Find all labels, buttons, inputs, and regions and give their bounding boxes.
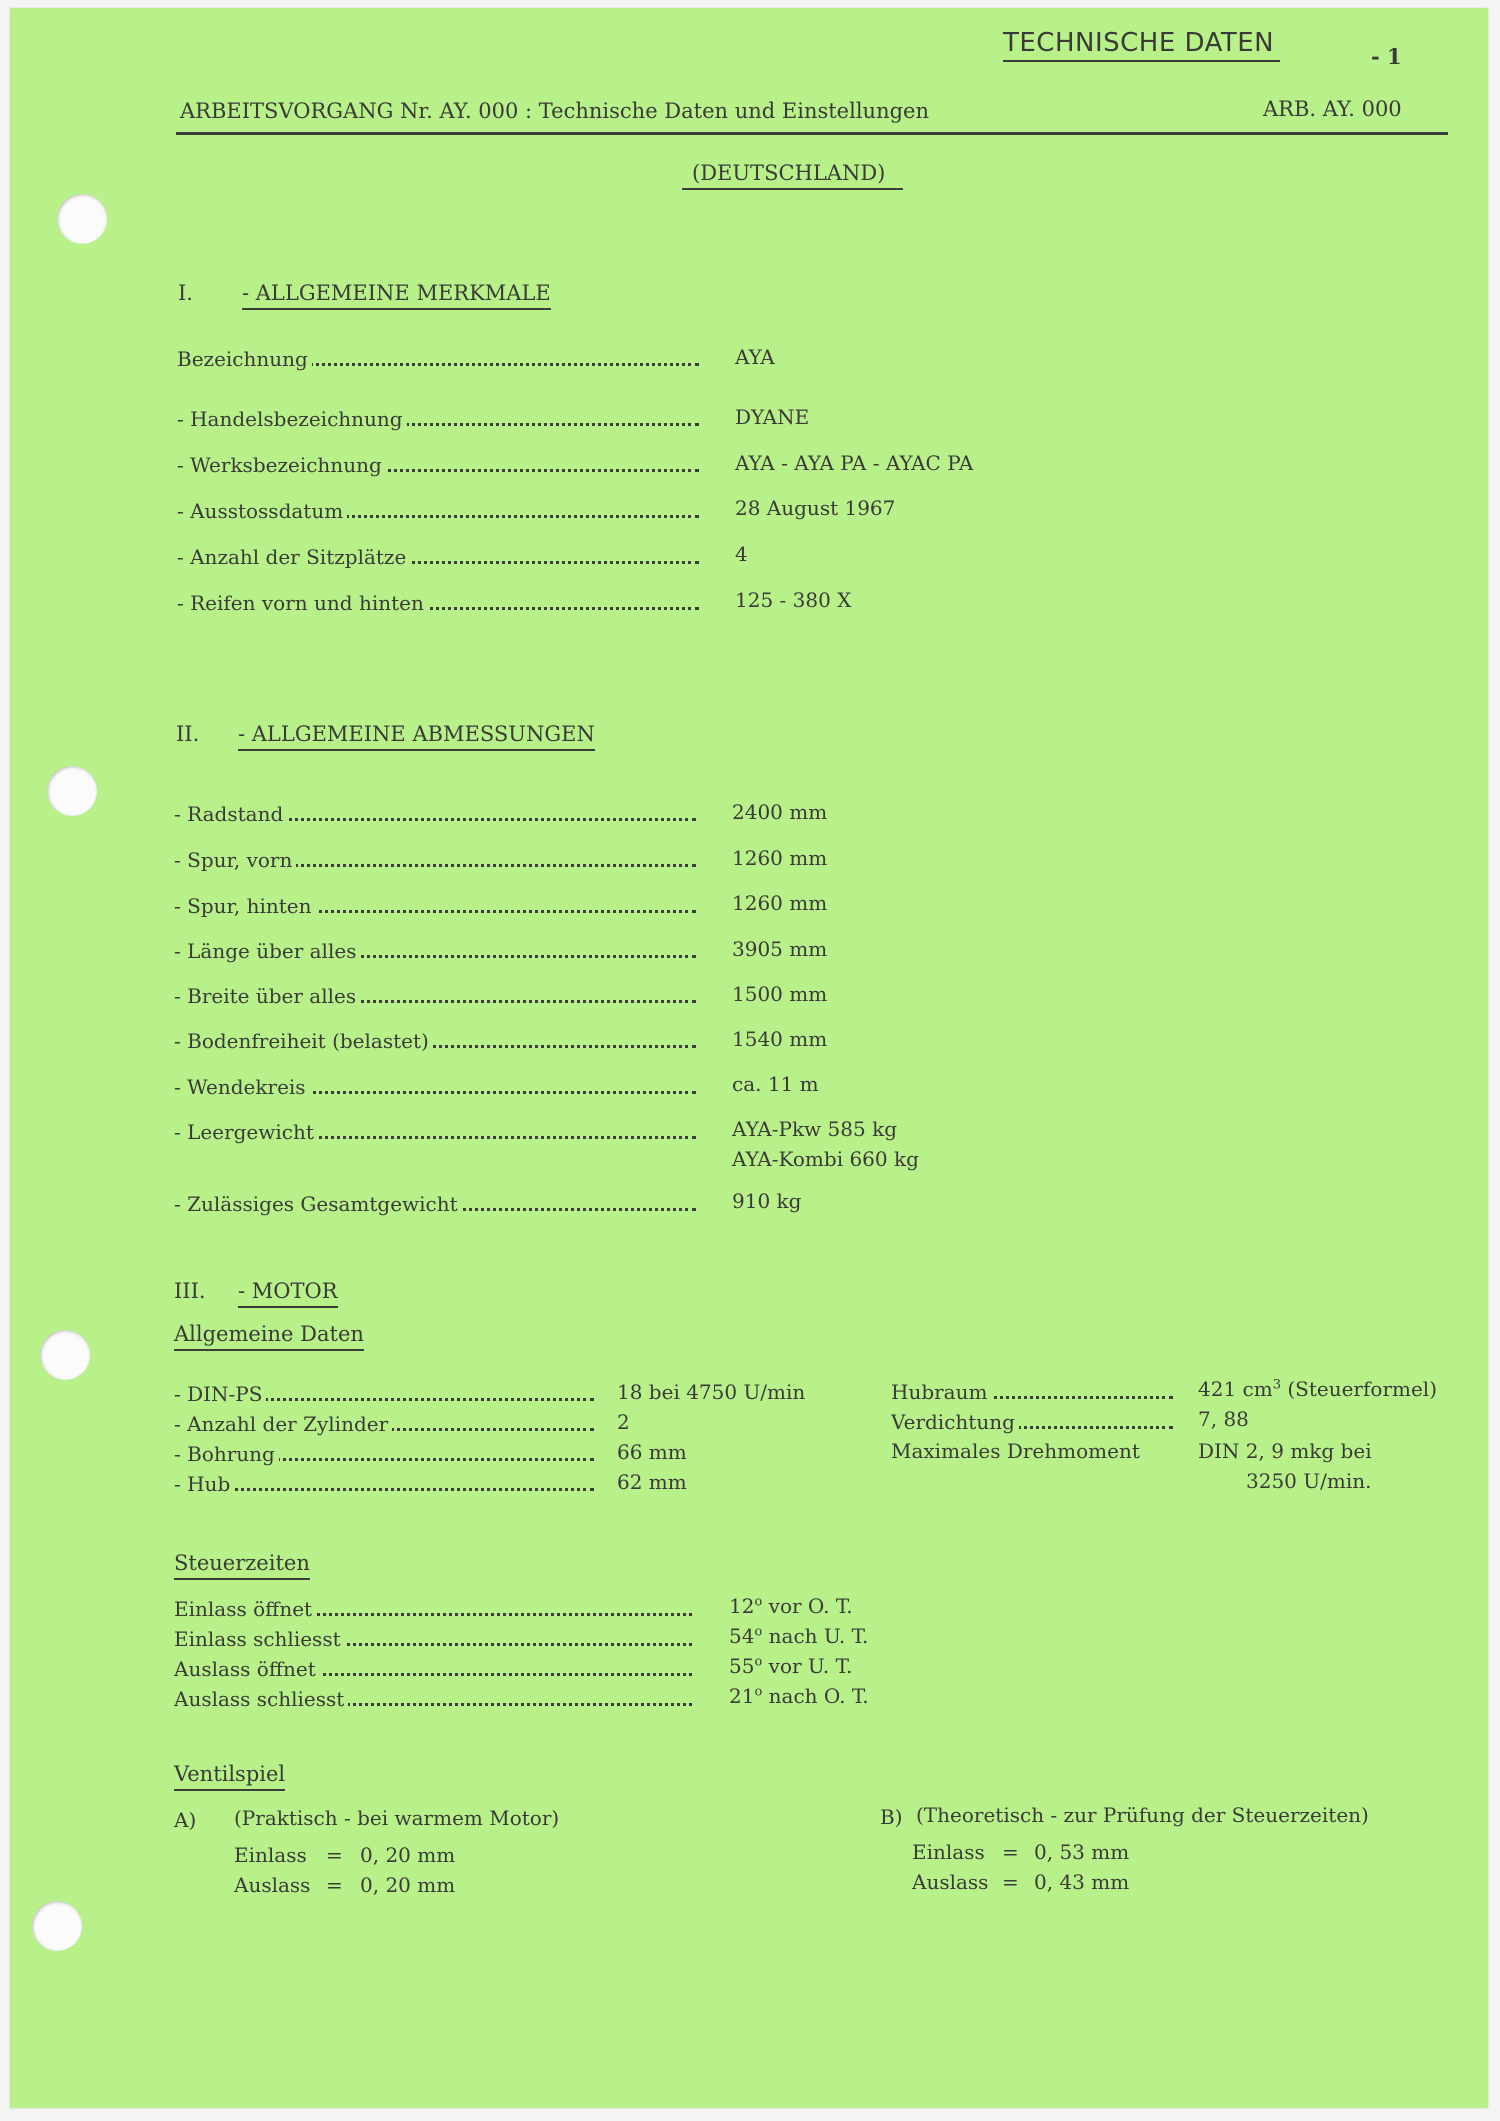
superscript: 3 [1272, 1377, 1281, 1393]
degree-mark: o [754, 1654, 763, 1670]
spec-label: - Anzahl der Sitzplätze [177, 544, 699, 570]
document-page [10, 8, 1488, 2108]
spec-label: - Leergewicht [174, 1119, 696, 1145]
spec-label: Einlass öffnet [174, 1596, 692, 1622]
page-number: - 1 [1371, 44, 1402, 69]
punch-hole-4 [32, 1901, 82, 1951]
spec-value [1198, 1376, 1437, 1402]
valve-a-intake-value: 0, 20 mm [360, 1843, 456, 1867]
spec-label: - Zulässiges Gesamtgewicht [174, 1191, 696, 1217]
spec-value [729, 1683, 869, 1709]
spec-label: - DIN-PS [174, 1381, 594, 1407]
timing-reference: nach U. T. [762, 1624, 869, 1648]
degree-mark: o [754, 1624, 763, 1640]
spec-label: - Bodenfreiheit (belastet) [174, 1028, 696, 1054]
valve-a-exhaust-value: 0, 20 mm [360, 1873, 456, 1897]
displacement-value: 421 cm [1198, 1377, 1273, 1401]
spec-label: Auslass schliesst [174, 1686, 692, 1712]
page-title: TECHNISCHE DATEN [1003, 28, 1280, 62]
spec-label: Einlass schliesst [174, 1626, 692, 1652]
spec-value: 7, 88 [1198, 1407, 1249, 1431]
timing-reference: nach O. T. [762, 1684, 869, 1708]
spec-value: AYA - AYA PA - AYAC PA [735, 451, 974, 475]
valve-b-title: (Theoretisch - zur Prüfung der Steuerzeiten) [916, 1803, 1369, 1827]
timing-degrees: 21 [729, 1684, 755, 1708]
spec-value: 1260 mm [732, 891, 828, 915]
spec-value: AYA-Pkw 585 kg [732, 1117, 897, 1141]
valve-a-intake-eq: = [326, 1843, 343, 1867]
spec-value: 3905 mm [732, 937, 828, 961]
timing-degrees: 55 [729, 1654, 755, 1678]
spec-label: Bezeichnung [177, 346, 699, 372]
spec-label: - Ausstossdatum [177, 498, 699, 524]
spec-value: 125 - 380 X [735, 588, 852, 612]
spec-value [729, 1623, 868, 1649]
spec-label: - Spur, hinten [174, 893, 696, 919]
spec-value: 2400 mm [732, 800, 828, 824]
spec-label: - Radstand [174, 801, 696, 827]
spec-value: 1500 mm [732, 982, 828, 1006]
spec-label: - Handelsbezeichnung [177, 406, 699, 432]
spec-value [729, 1593, 853, 1619]
operation-title: ARBEITSVORGANG Nr. AY. 000 : Technische Daten und Einstellungen [180, 99, 929, 123]
spec-value: AYA [735, 345, 775, 369]
section-1-number: I. [178, 281, 193, 305]
spec-value: ca. 11 m [732, 1072, 819, 1096]
spec-value: DYANE [735, 405, 810, 429]
country-label: (DEUTSCHLAND) [682, 160, 903, 190]
spec-label: - Spur, vorn [174, 847, 696, 873]
timing-degrees: 12 [729, 1594, 755, 1618]
header-rule [176, 132, 1448, 135]
timing-reference: vor O. T. [762, 1594, 853, 1618]
punch-hole-3 [40, 1330, 90, 1380]
spec-value: 62 mm [617, 1470, 687, 1494]
section-3-number: III. [174, 1279, 206, 1303]
section-1-title: - ALLGEMEINE MERKMALE [242, 280, 551, 310]
valve-a-exhaust-eq: = [326, 1873, 343, 1897]
valve-b-intake-label: Einlass [912, 1840, 985, 1864]
valve-a-intake-label: Einlass [234, 1843, 307, 1867]
spec-value [729, 1653, 852, 1679]
spec-label: - Hub [174, 1471, 594, 1497]
arb-reference: ARB. AY. 000 [1263, 97, 1402, 121]
spec-value-line-2: 3250 U/min. [1246, 1469, 1372, 1493]
valve-a-title: (Praktisch - bei warmem Motor) [234, 1806, 560, 1830]
spec-value: 1260 mm [732, 846, 828, 870]
valve-b-marker: B) [880, 1805, 903, 1829]
valve-clearance-heading: Ventilspiel [174, 1761, 285, 1791]
spec-label: - Reifen vorn und hinten [177, 590, 699, 616]
valve-b-intake-value: 0, 53 mm [1034, 1840, 1130, 1864]
section-2-title: - ALLGEMEINE ABMESSUNGEN [238, 721, 595, 751]
spec-label: - Anzahl der Zylinder [174, 1411, 594, 1437]
spec-label: - Werksbezeichnung [177, 452, 699, 478]
timing-reference: vor U. T. [762, 1654, 853, 1678]
valve-b-exhaust-label: Auslass [912, 1870, 989, 1894]
spec-label: Verdichtung [891, 1409, 1173, 1435]
valve-a-exhaust-label: Auslass [234, 1873, 311, 1897]
spec-label: - Wendekreis [174, 1074, 696, 1100]
valve-b-exhaust-value: 0, 43 mm [1034, 1870, 1130, 1894]
spec-value-line-2: AYA-Kombi 660 kg [732, 1147, 919, 1171]
degree-mark: o [754, 1684, 763, 1700]
displacement-note: (Steuerformel) [1280, 1377, 1437, 1401]
timing-degrees: 54 [729, 1624, 755, 1648]
degree-mark: o [754, 1594, 763, 1610]
spec-value: 66 mm [617, 1440, 687, 1464]
spec-value: 28 August 1967 [735, 496, 896, 520]
valve-b-intake-eq: = [1002, 1840, 1019, 1864]
spec-label: - Breite über alles [174, 983, 696, 1009]
spec-value: DIN 2, 9 mkg bei [1198, 1439, 1372, 1463]
spec-value: 1540 mm [732, 1027, 828, 1051]
spec-label: - Länge über alles [174, 938, 696, 964]
section-2-number: II. [176, 722, 200, 746]
spec-label: Maximales Drehmoment [891, 1439, 1140, 1463]
spec-value: 2 [617, 1410, 630, 1434]
spec-value: 4 [735, 542, 748, 566]
spec-value: 910 kg [732, 1189, 802, 1213]
punch-hole-1 [57, 194, 107, 244]
valve-b-exhaust-eq: = [1002, 1870, 1019, 1894]
spec-label: - Bohrung [174, 1441, 594, 1467]
section-3-title: - MOTOR [238, 1278, 338, 1308]
spec-value: 18 bei 4750 U/min [617, 1380, 806, 1404]
spec-label: Hubraum [891, 1379, 1173, 1405]
general-data-heading: Allgemeine Daten [174, 1321, 364, 1351]
timing-heading: Steuerzeiten [174, 1550, 310, 1580]
spec-label: Auslass öffnet [174, 1656, 692, 1682]
valve-a-marker: A) [174, 1808, 197, 1832]
punch-hole-2 [47, 766, 97, 816]
